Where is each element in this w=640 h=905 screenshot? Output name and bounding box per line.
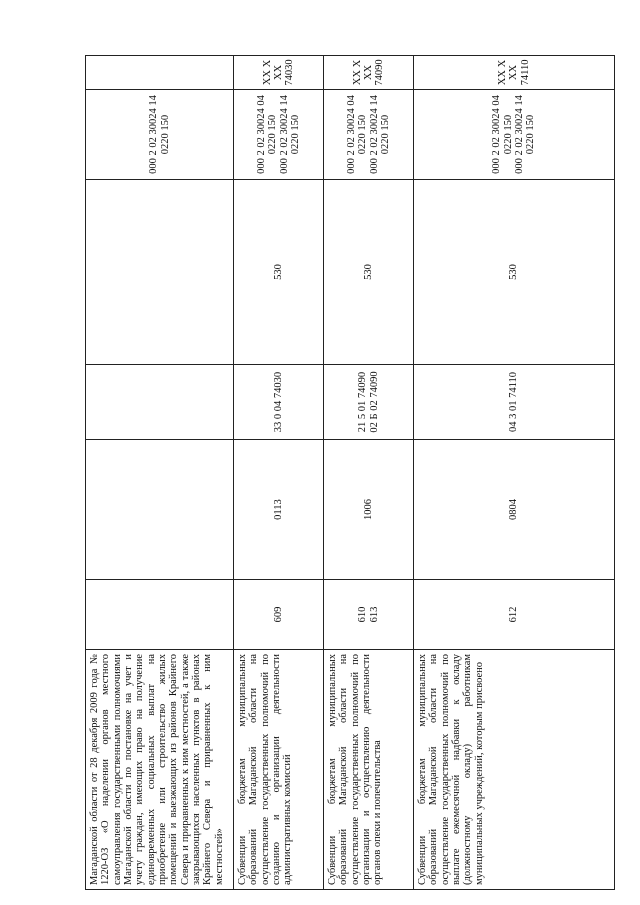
rotated-page (85, 55, 615, 890)
cell-kbk (414, 89, 614, 179)
cell-code: XX X XX 74090 (324, 56, 414, 89)
cell-csr (324, 364, 414, 439)
cell-csr (86, 364, 234, 439)
cell-line: 21 5 01 74090 (357, 371, 369, 433)
cell-rzpr: 1006 (324, 439, 414, 579)
cell-rzpr (86, 439, 234, 579)
cell-name: Субвенции бюджетам муниципальных образований Магаданской области на осуществление государственных полномочий по организации и осуществлению деятельности органов опеки и попечительства (324, 649, 414, 889)
cell-vr: 530 (414, 179, 614, 364)
cell-code (86, 56, 234, 89)
cell-vr (86, 179, 234, 364)
cell-line: 000 2 02 30024 14 0220 150 (514, 95, 537, 174)
cell-grbs (86, 579, 234, 649)
budget-table (85, 55, 615, 890)
cell-line: 610 (357, 606, 369, 623)
cell-csr: 04 3 01 74110 (414, 364, 614, 439)
cell-grbs: 612 (414, 579, 614, 649)
cell-vr: 530 (234, 179, 324, 364)
cell-rzpr: 0804 (414, 439, 614, 579)
cell-name: Магаданской области от 28 декабря 2009 года № 1220-ОЗ «О наделении органов местного самоуправления государственными полномочиями Магаданской области по постановке на учет и учету граждан, имеющих право на получение единовременных социальных выплат на приобретение или строительство жилых помещений и выезжающих из районов Крайнего Севера и приравненных к ним местностей, а также закрывающихся населенных пунктов в районах Крайнего Севера и приравненных к ним местностей» (86, 649, 234, 889)
cell-grbs (324, 579, 414, 649)
cell-line: 000 2 02 30024 04 0220 150 (255, 95, 279, 174)
cell-csr: 33 0 04 74030 (234, 364, 324, 439)
cell-kbk (234, 89, 324, 179)
cell-rzpr: 0113 (234, 439, 324, 579)
cell-grbs: 609 (234, 579, 324, 649)
cell-line: 000 2 02 30024 14 0220 150 (278, 95, 301, 174)
cell-line: 000 2 02 30024 04 0220 150 (345, 95, 369, 174)
cell-line: 02 Б 02 74090 (368, 371, 380, 433)
cell-name: Субвенции бюджетам муниципальных образований Магаданской области на осуществление государственных полномочий по выплате ежемесячной надбавки к окладу (должностному окладу) работникам муниципальных учреждений, которым присвоено (414, 649, 614, 889)
cell-kbk: 000 2 02 30024 14 0220 150 (86, 89, 234, 179)
cell-code: XX X XX 74110 (497, 59, 531, 86)
cell-name: Субвенции бюджетам муниципальных образований Магаданской области на осуществление государственных полномочий по созданию и организации деятельности административных комиссий (234, 649, 324, 889)
cell-vr: 530 (324, 179, 414, 364)
cell-line: 613 (368, 606, 380, 623)
cell-line: 000 2 02 30024 14 0220 150 (368, 95, 391, 174)
cell-line: 000 2 02 30024 04 0220 150 (491, 95, 514, 174)
cell-code: XX X XX 74030 (234, 56, 324, 89)
cell-kbk (324, 89, 414, 179)
